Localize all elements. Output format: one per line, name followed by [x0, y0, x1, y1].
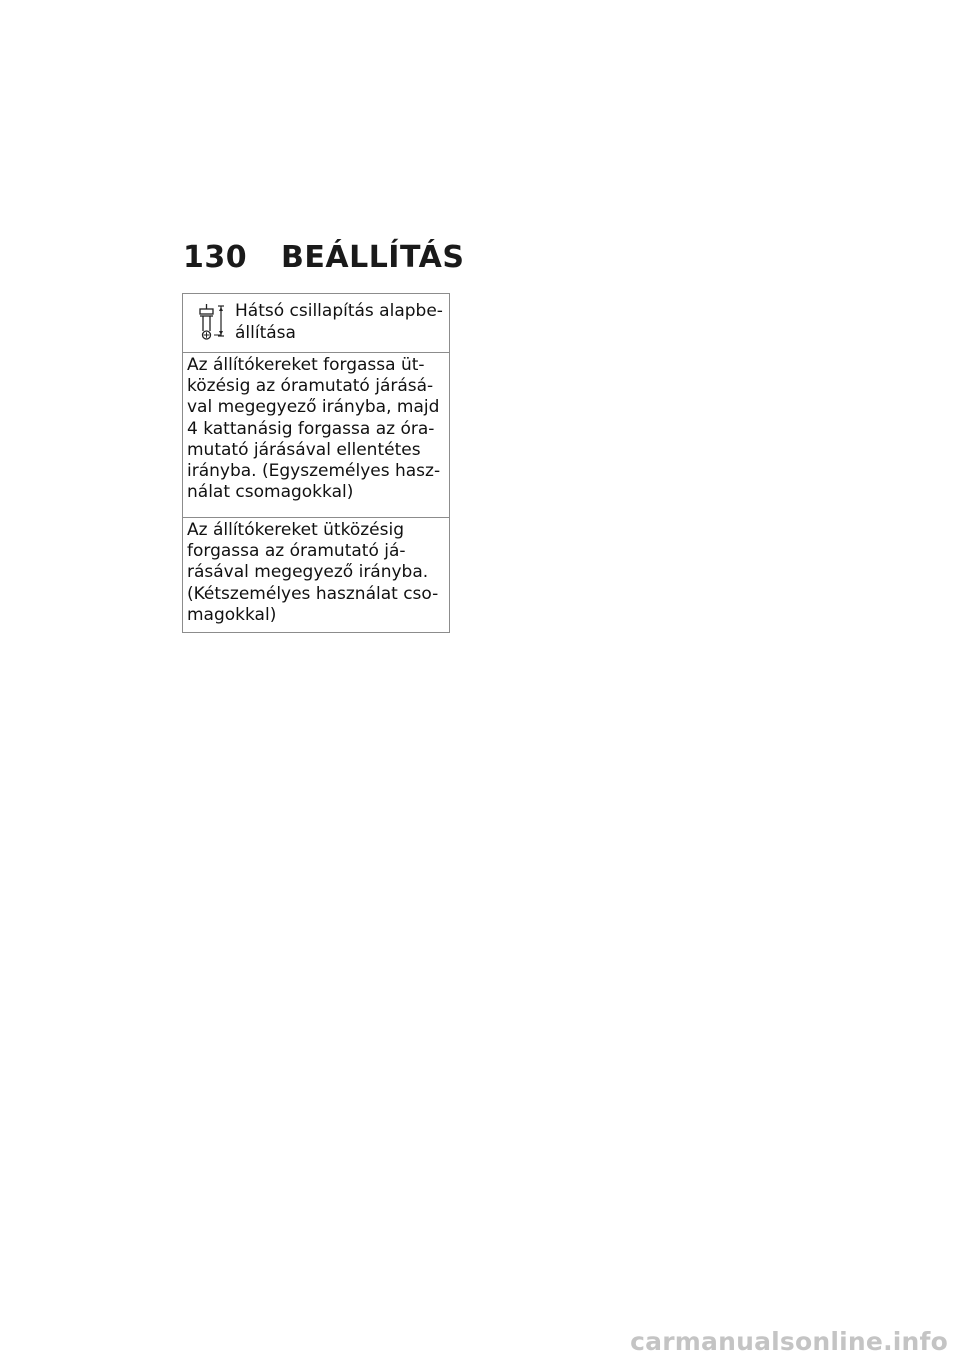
rear-damping-adjuster-icon [197, 300, 227, 344]
row-text-line: (Kétszemélyes használat cso- [187, 583, 439, 604]
row-text-line: forgassa az óramutató já- [187, 541, 406, 562]
row-text-line: 4 kattanásig forgassa az óra- [187, 418, 435, 439]
row-text-line: irányba. (Egyszemélyes hasz- [187, 461, 441, 482]
table-heading-title [235, 300, 443, 344]
row-text-line: val megegyező irányba, majd [187, 397, 440, 418]
row-text-line: mutató járásával ellentétes [187, 439, 421, 460]
watermark: carmanualsonline.info [630, 1327, 948, 1356]
table-heading-row [183, 294, 449, 352]
table-row [183, 352, 449, 517]
page-header [183, 240, 464, 275]
row-text-line: magokkal) [187, 604, 277, 625]
section-title: BEÁLLÍTÁS [281, 240, 465, 275]
row-text-line: Az állítókereket forgassa üt- [187, 355, 425, 375]
row-text-line: nálat csomagokkal) [187, 482, 354, 503]
table-row [183, 517, 449, 632]
info-table [182, 293, 450, 633]
heading-title-line: állítása [235, 323, 296, 343]
page-number: 130 [183, 240, 248, 275]
row-text-line: Az állítókereket ütközésig [187, 520, 404, 540]
heading-title-line: Hátsó csillapítás alapbe- [235, 301, 443, 321]
row-text-line: rásával megegyező irányba. [187, 562, 429, 583]
row-text-line: közésig az óramutató járásá- [187, 376, 434, 397]
